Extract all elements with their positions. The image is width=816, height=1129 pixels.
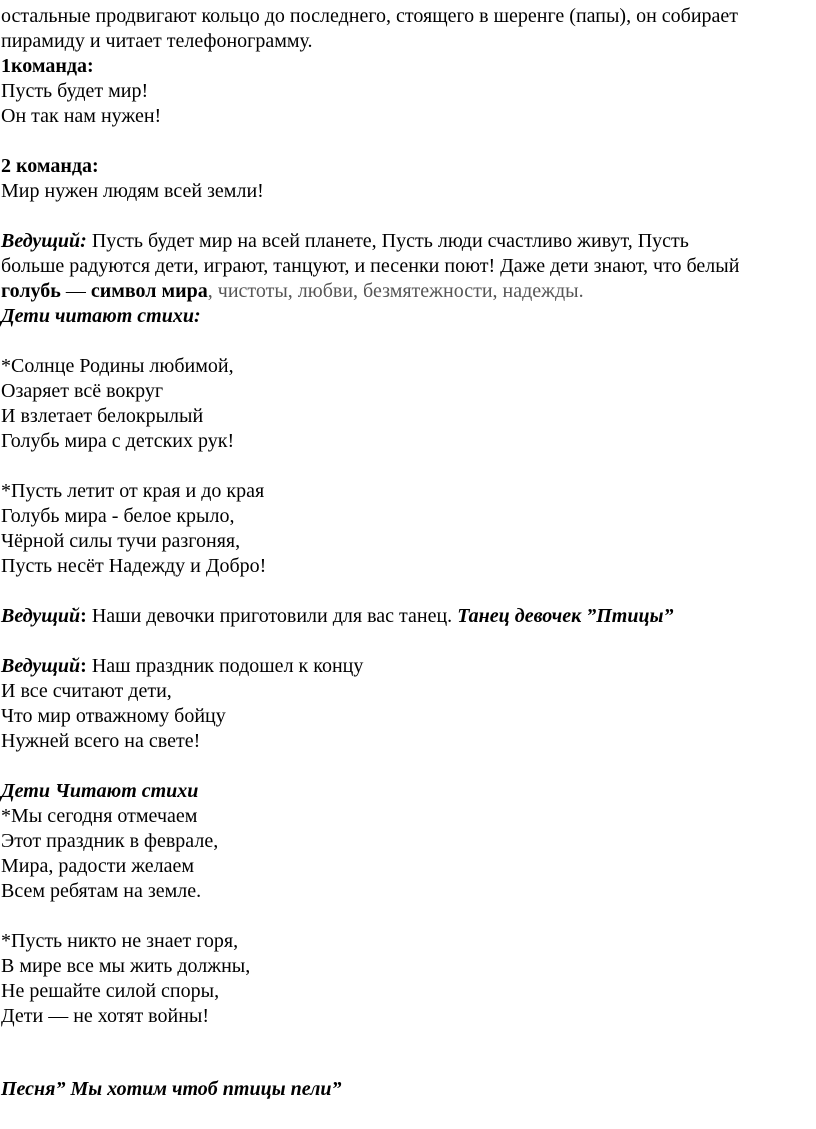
poem-line: *Солнце Родины любимой, bbox=[1, 355, 234, 377]
poem-line: Голубь мира с детских рук! bbox=[1, 430, 235, 452]
host3-colon: : bbox=[80, 655, 87, 677]
host3-line-1 bbox=[1, 654, 363, 679]
poem-line: Дети — не хотят войны! bbox=[1, 1005, 209, 1027]
host1-line-1 bbox=[1, 229, 689, 254]
poem-line: Не решайте силой споры, bbox=[1, 980, 220, 1002]
poem-line: Этот праздник в феврале, bbox=[1, 830, 219, 852]
team2-heading: 2 команда: bbox=[1, 155, 99, 177]
kids-read-heading: Дети читают стихи: bbox=[1, 305, 201, 327]
poem-line: В мире все мы жить должны, bbox=[1, 955, 251, 977]
poem-line: *Пусть летит от края и до края bbox=[1, 480, 265, 502]
poem-line: *Пусть никто не знает горя, bbox=[1, 930, 239, 952]
poem-line: Всем ребятам на земле. bbox=[1, 880, 202, 902]
poem-line: Голубь мира - белое крыло, bbox=[1, 505, 235, 527]
poem-line: Чёрной силы тучи разгоняя, bbox=[1, 530, 241, 552]
poem-line: Пусть несёт Надежду и Добро! bbox=[1, 555, 267, 577]
host3-speaker: Ведущий bbox=[1, 655, 81, 677]
host1-line-3-rest: , чистоты, любви, безмятежности, надежды. bbox=[207, 280, 584, 302]
host3-text: Наш праздник подошел к концу bbox=[86, 655, 364, 677]
team1-line: Пусть будет мир! bbox=[1, 80, 149, 102]
host2-text: Наши девочки приготовили для вас танец. bbox=[86, 605, 458, 627]
host1-line-3 bbox=[1, 279, 584, 304]
poem-line: Озаряет всё вокруг bbox=[1, 380, 164, 402]
intro-line-1: остальные продвигают кольцо до последнего, стоящего в шеренге (папы), он собирает bbox=[1, 5, 739, 27]
poem-line: *Мы сегодня отмечаем bbox=[1, 805, 198, 827]
host3-line: Нужней всего на свете! bbox=[1, 730, 201, 752]
dance-title: Танец девочек ”Птицы” bbox=[457, 605, 674, 627]
peace-symbol-phrase: символ мира bbox=[90, 280, 208, 302]
team1-heading: 1команда: bbox=[1, 55, 94, 77]
host1-speaker: Ведущий: bbox=[1, 230, 87, 252]
poem-line: Мира, радости желаем bbox=[1, 855, 195, 877]
host3-line: И все считают дети, bbox=[1, 680, 172, 702]
host2-line bbox=[1, 604, 674, 629]
host3-line: Что мир отважному бойцу bbox=[1, 705, 226, 727]
kids-read-heading-2: Дети Читают стихи bbox=[1, 780, 199, 802]
host2-colon: : bbox=[80, 605, 87, 627]
host1-line-2: больше радуются дети, играют, танцуют, и песенки поют! Даже дети знают, что белый bbox=[1, 255, 740, 277]
poem-line: И взлетает белокрылый bbox=[1, 405, 204, 427]
dove-word: голубь bbox=[1, 280, 61, 302]
song-title: Песня” Мы хотим чтоб птицы пели” bbox=[1, 1078, 342, 1100]
dash: — bbox=[60, 280, 91, 302]
intro-line-2: пирамиду и читает телефонограмму. bbox=[1, 30, 313, 52]
host1-text: Пусть будет мир на всей планете, Пусть люди счастливо живут, Пусть bbox=[86, 230, 689, 252]
team2-line: Мир нужен людям всей земли! bbox=[1, 180, 264, 202]
host2-speaker: Ведущий bbox=[1, 605, 81, 627]
team1-line: Он так нам нужен! bbox=[1, 105, 162, 127]
